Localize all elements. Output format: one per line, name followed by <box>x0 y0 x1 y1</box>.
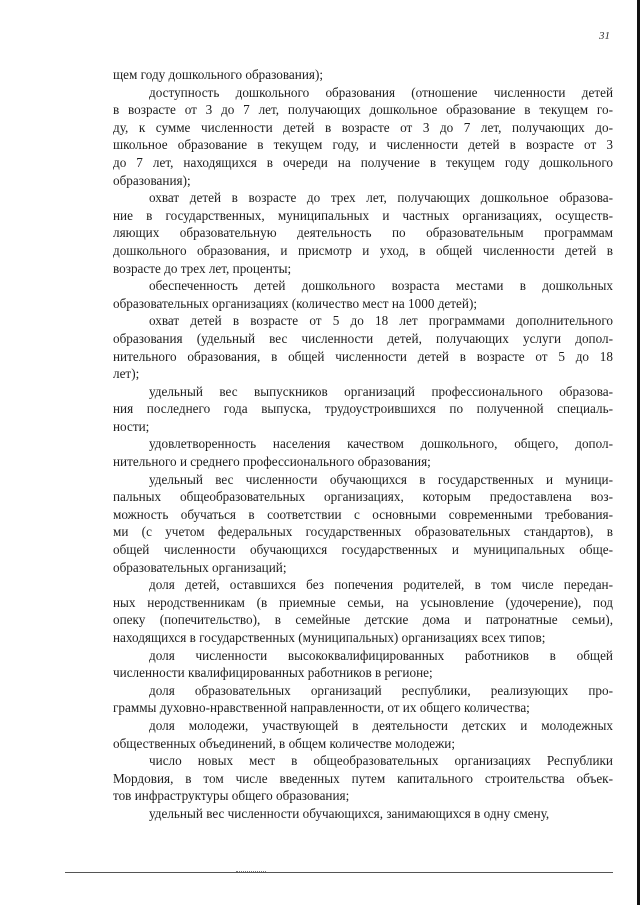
paragraph <box>113 682 613 717</box>
footer-mark <box>236 866 266 872</box>
text-line: обеспеченность детей дошкольного возраста местами в дошкольных <box>149 278 613 294</box>
text-line: пальных общеобразовательных организациях, которым предоставлена воз- <box>113 489 613 505</box>
text-line: опеку (попечительство), в семейные детские дома и патронатные семьи), <box>113 612 613 628</box>
paragraph <box>113 84 613 190</box>
paragraph <box>113 383 613 436</box>
text-line: щем году дошкольного образования); <box>113 67 323 82</box>
paragraph <box>113 471 613 577</box>
text-line: нительного образования, в общей численности детей в возрасте от 5 до 18 <box>113 348 613 364</box>
text-line: в возрасте от 3 до 7 лет, получающих дошкольное образование в текущем го- <box>113 102 613 118</box>
text-line: образования (удельный вес численности детей, получающих услуги допол- <box>113 330 613 346</box>
text-line: образовательных организациях (количество мест на 1000 детей); <box>113 295 478 311</box>
paragraph <box>113 66 613 84</box>
text-line: тов инфраструктуры общего образования; <box>113 788 350 804</box>
text-line: доля численности высококвалифицированных работников в общей <box>149 647 613 663</box>
paragraph <box>113 752 613 805</box>
text-line: численности квалифицированных работников в регионе; <box>113 665 433 681</box>
text-line: находящихся в государственных (муниципальных) организациях всех типов; <box>113 630 546 645</box>
text-line: удельный вес численности обучающихся, занимающихся в одну смену, <box>149 805 550 821</box>
text-line: образовательных организаций; <box>113 559 287 575</box>
text-line: ности; <box>113 418 150 434</box>
text-line: нительного и среднего профессионального образования; <box>113 454 431 470</box>
footer-rule <box>65 872 613 873</box>
text-line: лет); <box>113 366 140 382</box>
text-line: число новых мест в общеобразовательных организациях Республики <box>149 753 613 769</box>
paragraph <box>113 576 613 646</box>
text-line: доля молодежи, участвующей в деятельности детских и молодежных <box>149 717 613 733</box>
text-line: можность обучаться в соответствии с основными современными требования- <box>113 506 613 522</box>
paragraph <box>113 717 613 752</box>
text-line: возрасте до трех лет, проценты; <box>113 260 292 276</box>
text-line: ляющих образовательную деятельность по образовательным программам <box>113 225 613 241</box>
text-line: дошкольного образования, и присмотр и уход, в общей численности детей в <box>113 242 613 258</box>
paragraph <box>113 189 613 277</box>
text-line: школьное образование в текущем году, и численности детей в возрасте от 3 <box>113 137 613 153</box>
text-line: охват детей в возрасте до трех лет, получающих дошкольное образова- <box>149 190 613 206</box>
paragraph <box>113 277 613 312</box>
paragraph <box>113 805 613 823</box>
text-line: общественных объединений, в общем количестве молодежи; <box>113 735 455 751</box>
paragraph <box>113 647 613 682</box>
text-line: охват детей в возрасте от 5 до 18 лет программами дополнительного <box>149 313 613 329</box>
document-body <box>113 66 613 823</box>
text-line: доля детей, оставшихся без попечения родителей, в том числе передан- <box>149 577 613 593</box>
text-line: общей численности обучающихся государственных и муниципальных обще- <box>113 542 613 558</box>
text-line: удовлетворенность населения качеством дошкольного, общего, допол- <box>149 436 613 452</box>
text-line: ных неродственникам (в приемные семьи, на усыновление (удочерение), под <box>113 594 613 610</box>
text-line: ния последнего года выпуска, трудоустроившихся по полученной специаль- <box>113 401 613 417</box>
paragraph <box>113 312 613 382</box>
text-line: удельный вес численности обучающихся в государственных и муници- <box>149 471 613 487</box>
text-line: удельный вес выпускников организаций профессионального образова- <box>149 383 613 399</box>
text-line: Мордовия, в том числе введенных путем капитального строительства объек- <box>113 770 613 786</box>
paragraph <box>113 435 613 470</box>
page-number: 31 <box>599 30 610 42</box>
text-line: ми (с учетом федеральных государственных образовательных стандартов), в <box>113 524 613 540</box>
text-line: образования); <box>113 172 191 188</box>
text-line: до 7 лет, находящихся в очереди на получение в текущем году дошкольного <box>113 154 613 170</box>
text-line: граммы духовно-нравственной направленности, от их общего количества; <box>113 700 530 716</box>
text-line: ду, к сумме численности детей в возрасте от 3 до 7 лет, получающих до- <box>113 119 613 135</box>
text-line: ние в государственных, муниципальных и частных организациях, осуществ- <box>113 207 613 223</box>
text-line: доступность дошкольного образования (отношение численности детей <box>149 84 613 100</box>
text-line: доля образовательных организаций республики, реализующих про- <box>149 682 613 698</box>
